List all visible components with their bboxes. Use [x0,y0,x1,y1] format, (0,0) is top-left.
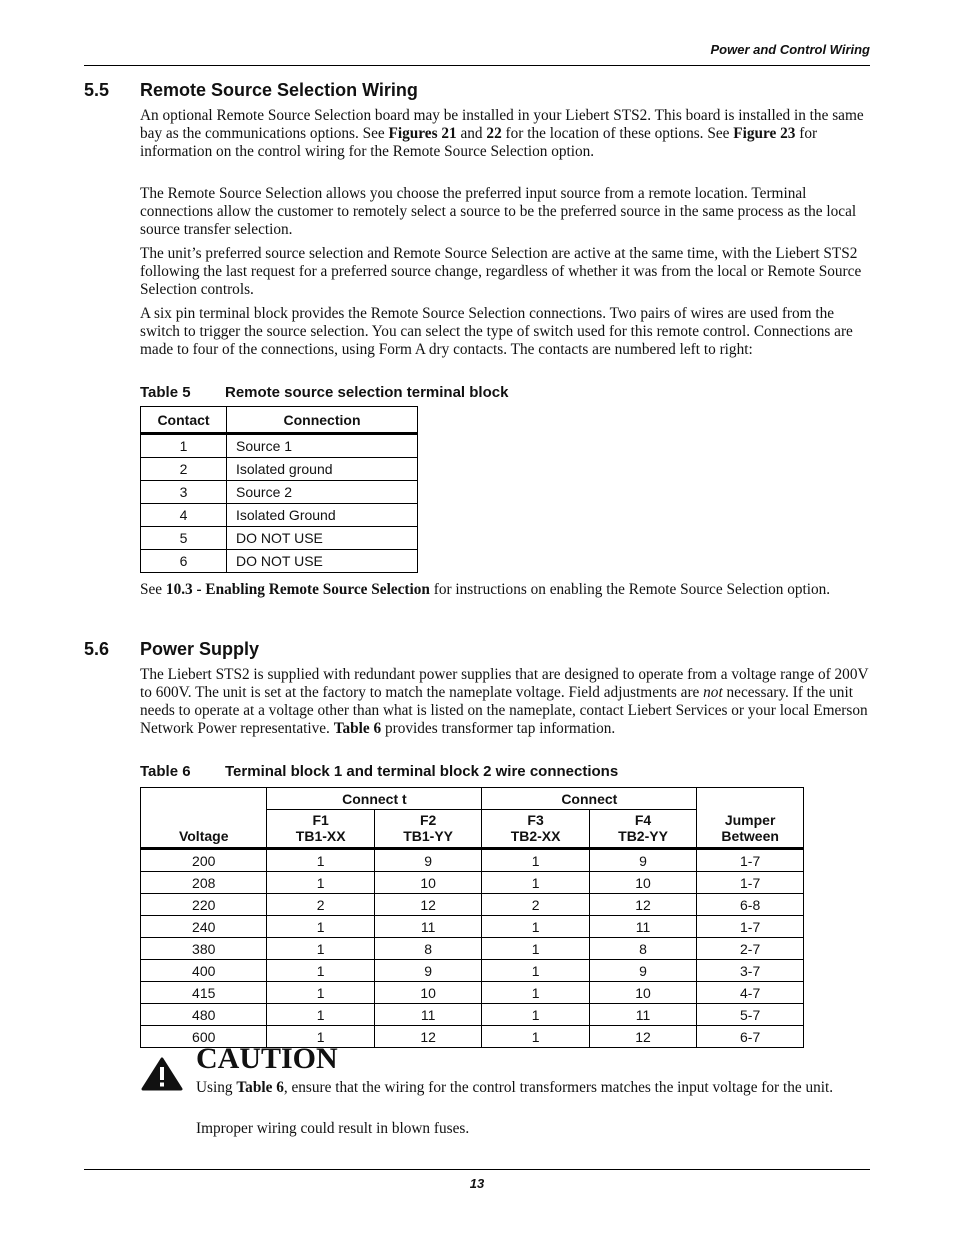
table-cell: 12 [589,1026,696,1048]
table-6-title: Terminal block 1 and terminal block 2 wire connections [225,763,619,780]
paragraph-5-5-see-enabling: See 10.3 - Enabling Remote Source Selection for instructions on enabling the Remote Source Selection option. [140,581,831,598]
table-cell: 1-7 [697,872,804,894]
paragraph-5-6-power-supply: The Liebert STS2 is supplied with redundant power supplies that are designed to operate from a voltage range of 200V to 600V. The unit is set at the factory to match the nameplate voltage. Field adjustments are not necessary. If the unit needs to operate at a voltage other than what is listed on the nameplate, contact Liebert Services or your local Emerson Network Power representative. Table 6 provides transformer tap information. [140,666,869,737]
table-cell: 1 [267,1026,374,1048]
paragraph-5-5-preferred-source: The unit’s preferred source selection and Remote Source Selection are active at the same time, with the Liebert STS2 following the last request for a preferred source change, regardless of whether it was from the local or Remote Source Selection controls. [140,245,862,298]
table-cell: 208 [141,872,267,894]
table-cell: 12 [589,894,696,916]
page-number: 13 [469,1176,485,1191]
table-cell: 1 [482,849,589,872]
table-cell: 2-7 [697,938,804,960]
table-5-label: Table 5 [140,384,191,401]
table-cell: 200 [141,849,267,872]
table-cell: 1 [482,872,589,894]
table-row [141,504,418,527]
table-cell: 2 [267,894,374,916]
table-row [141,894,804,916]
table-6-label: Table 6 [140,763,191,780]
table-cell: 9 [374,849,481,872]
paragraph-5-5-intro: An optional Remote Source Selection board may be installed in your Liebert STS2. This board is installed in the same bay as the communications options. See Figures 21 and 22 for the location of these options. See Figure 23 for information on the control wiring for the Remote Source Selection option. [140,107,864,160]
table-cell: DO NOT USE [227,527,418,550]
table-6-header-connect: Connect [482,788,697,810]
table-cell: 2 [482,894,589,916]
table-row [141,960,804,982]
caution-consequence: Improper wiring could result in blown fuses. [196,1120,470,1137]
table-6-header-voltage: Voltage [141,788,267,849]
table-cell: DO NOT USE [227,550,418,573]
table-row [141,458,418,481]
section-5-5-number: 5.5 [84,80,110,100]
table-cell: 11 [589,916,696,938]
table-5-header-connection: Connection [227,407,418,434]
table-cell: 3 [141,481,227,504]
table-cell: Source 1 [227,434,418,458]
section-5-6-title: Power Supply [140,639,260,659]
paragraph-5-5-remote-selection: The Remote Source Selection allows you choose the preferred input source from a remote location. Terminal connections allow the customer to remotely select a source to be the preferred source in the same process as the local source transfer selection. [140,185,857,238]
table-cell: 1 [482,960,589,982]
table-cell: 12 [374,1026,481,1048]
table-cell: 480 [141,1004,267,1026]
warning-triangle-icon [141,1057,183,1091]
table-row [141,916,804,938]
table-cell: 1 [482,1004,589,1026]
table-cell: 380 [141,938,267,960]
table-row [141,982,804,1004]
table-cell: 10 [374,982,481,1004]
table-cell: 9 [589,960,696,982]
table-cell: 1 [267,849,374,872]
table-cell: 11 [589,1004,696,1026]
table-cell: 4-7 [697,982,804,1004]
table-cell: 6-7 [697,1026,804,1048]
section-5-6-number: 5.6 [84,639,110,659]
table-cell: 415 [141,982,267,1004]
table-cell: 12 [374,894,481,916]
table-row [141,938,804,960]
table-cell: 5-7 [697,1004,804,1026]
table-cell: 11 [374,916,481,938]
table-cell: 1 [482,916,589,938]
table-6-header-f3: F3 TB2-XX [482,810,589,849]
table-cell: 1 [482,938,589,960]
caution-title: CAUTION [196,1042,338,1075]
table-cell: 9 [589,849,696,872]
table-cell: 1 [482,1026,589,1048]
table-cell: 10 [589,872,696,894]
table-cell: 1 [267,916,374,938]
table-cell: 1 [267,960,374,982]
table-cell: 4 [141,504,227,527]
table-6-header-jumper: Jumper Between [697,788,804,849]
table-cell: 1 [267,872,374,894]
table-cell: 1 [141,434,227,458]
table-cell: Isolated Ground [227,504,418,527]
table-row [141,527,418,550]
table-cell: Source 2 [227,481,418,504]
caution-text: Using Table 6, ensure that the wiring for the control transformers matches the input voltage for the unit. [196,1079,834,1096]
table-6-header-f1: F1 TB1-XX [267,810,374,849]
table-cell: 8 [589,938,696,960]
table-cell: 240 [141,916,267,938]
table-5 [140,406,418,573]
table-cell: 220 [141,894,267,916]
table-row [141,872,804,894]
table-cell: 6-8 [697,894,804,916]
table-6 [140,787,804,1048]
table-cell: 1 [267,1004,374,1026]
footer-rule [84,1169,870,1170]
table-cell: 400 [141,960,267,982]
table-cell: 6 [141,550,227,573]
table-row [141,481,418,504]
table-6-body [141,849,804,1048]
table-6-header-f2: F2 TB1-YY [374,810,481,849]
table-cell: 10 [374,872,481,894]
table-cell: 11 [374,1004,481,1026]
header-rule [84,65,870,66]
table-cell: Isolated ground [227,458,418,481]
table-cell: 8 [374,938,481,960]
table-cell: 600 [141,1026,267,1048]
running-header: Power and Control Wiring [710,42,870,57]
table-6-header-f4: F4 TB2-YY [589,810,696,849]
table-cell: 1 [267,982,374,1004]
table-cell: 1-7 [697,916,804,938]
table-cell: 1-7 [697,849,804,872]
table-6-header-connect-t: Connect t [267,788,482,810]
table-cell: 1 [267,938,374,960]
table-5-title: Remote source selection terminal block [225,384,509,401]
table-cell: 10 [589,982,696,1004]
table-row [141,550,418,573]
table-cell: 5 [141,527,227,550]
section-5-5-title: Remote Source Selection Wiring [140,80,418,100]
table-cell: 3-7 [697,960,804,982]
table-row [141,434,418,458]
paragraph-5-5-terminal-block: A six pin terminal block provides the Remote Source Selection connections. Two pairs of wires are used from the switch to trigger the source selection. You can select the type of switch used for this remote control. Connections are made to four of the connections, using Form A dry contacts. The contacts are numbered left to right: [140,305,853,358]
table-cell: 2 [141,458,227,481]
table-cell: 9 [374,960,481,982]
table-row [141,849,804,872]
table-cell: 1 [482,982,589,1004]
table-5-header-contact: Contact [141,407,227,434]
table-row [141,1004,804,1026]
